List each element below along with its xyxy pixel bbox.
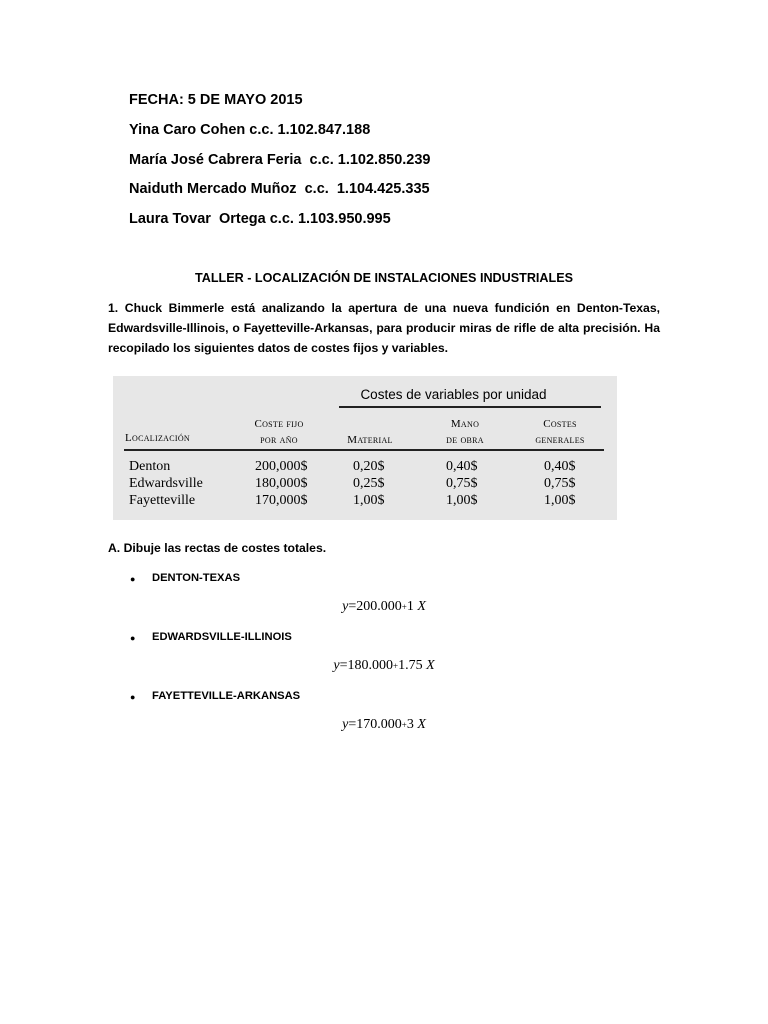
cell-mano-obra: 0,40$: [446, 459, 478, 474]
eq-coef: 3: [406, 717, 414, 732]
author-line: Yina Caro Cohen c.c. 1.102.847.188: [129, 121, 371, 138]
cell-localizacion: Denton: [129, 459, 171, 474]
eq-body: =170.000: [348, 717, 402, 732]
cell-localizacion: Fayetteville: [129, 493, 196, 508]
eq-body: =200.000: [348, 599, 402, 614]
author-line: María José Cabrera Feria c.c. 1.102.850.239: [129, 151, 431, 168]
cost-equation: [0, 658, 768, 674]
document-title: TALLER - LOCALIZACIÓN DE INSTALACIONES INDUSTRIALES: [194, 271, 574, 285]
eq-coef: 1.75: [398, 658, 423, 673]
location-label: EDWARDSVILLE-ILLINOIS: [152, 631, 292, 643]
cell-localizacion: Edwardsville: [129, 476, 203, 491]
table-group-header: Costes de variables por unidad: [360, 387, 547, 402]
header-coste-fijo-line2: por año: [260, 434, 298, 446]
location-label: FAYETTEVILLE-ARKANSAS: [152, 690, 301, 702]
header-costes-generales: [520, 416, 600, 448]
bullet-icon: ●: [130, 692, 136, 702]
cost-equation: [0, 599, 768, 615]
cell-material: 0,20$: [353, 459, 385, 474]
cost-equation: [0, 717, 768, 733]
author-line: Naiduth Mercado Muñoz c.c. 1.104.425.335: [129, 181, 430, 198]
cell-material: 1,00$: [353, 493, 385, 508]
location-label: DENTON-TEXAS: [152, 572, 241, 584]
table-rule: [124, 449, 604, 451]
date-line: FECHA: 5 DE MAYO 2015: [129, 92, 303, 108]
cell-coste-fijo: 200,000$: [255, 459, 308, 474]
cell-coste-fijo: 170,000$: [255, 493, 308, 508]
eq-plus: +: [392, 661, 399, 671]
cell-mano-obra: 0,75$: [446, 476, 478, 491]
bullet-icon: ●: [130, 633, 136, 643]
bullet-icon: ●: [130, 574, 136, 584]
header-localizacion: Localización: [125, 432, 190, 444]
table-rule: [339, 406, 601, 408]
eq-plus: +: [401, 602, 407, 612]
section-a-heading: A. Dibuje las rectas de costes totales.: [108, 541, 327, 555]
eq-x: X: [426, 658, 435, 673]
header-mano-line2: de obra: [446, 434, 484, 446]
eq-y: y: [333, 658, 340, 673]
header-costes-line1: Costes: [543, 418, 577, 430]
cell-costes-generales: 0,40$: [544, 459, 576, 474]
header-costes-line2: generales: [535, 434, 585, 446]
cell-costes-generales: 1,00$: [544, 493, 576, 508]
header-mano-line1: Mano: [450, 418, 480, 430]
cost-table: [113, 376, 617, 520]
header-material: Material: [347, 434, 393, 446]
header-coste-fijo-line1: Coste fijo: [254, 418, 304, 430]
problem-statement: 1. Chuck Bimmerle está analizando la apertura de una nueva fundición en Denton-Texas, Edwardsville-Illinois, o Fayetteville-Arkansas, para producir miras de rifle de alta precisión. Ha recopilado los siguientes datos de costes fijos y variables.: [108, 301, 660, 355]
cell-coste-fijo: 180,000$: [255, 476, 308, 491]
header-block: [129, 91, 430, 240]
header-mano-obra: [425, 416, 505, 448]
eq-y: y: [342, 599, 349, 614]
eq-x: X: [417, 717, 426, 732]
author-line: Laura Tovar Ortega c.c. 1.103.950.995: [129, 211, 391, 228]
cell-mano-obra: 1,00$: [446, 493, 478, 508]
cell-material: 0,25$: [353, 476, 385, 491]
eq-coef: 1: [406, 599, 414, 614]
eq-plus: +: [401, 720, 407, 730]
eq-y: y: [342, 717, 349, 732]
cell-costes-generales: 0,75$: [544, 476, 576, 491]
eq-x: X: [417, 599, 426, 614]
eq-body: =180.000: [339, 658, 393, 673]
header-coste-fijo: [239, 416, 319, 448]
